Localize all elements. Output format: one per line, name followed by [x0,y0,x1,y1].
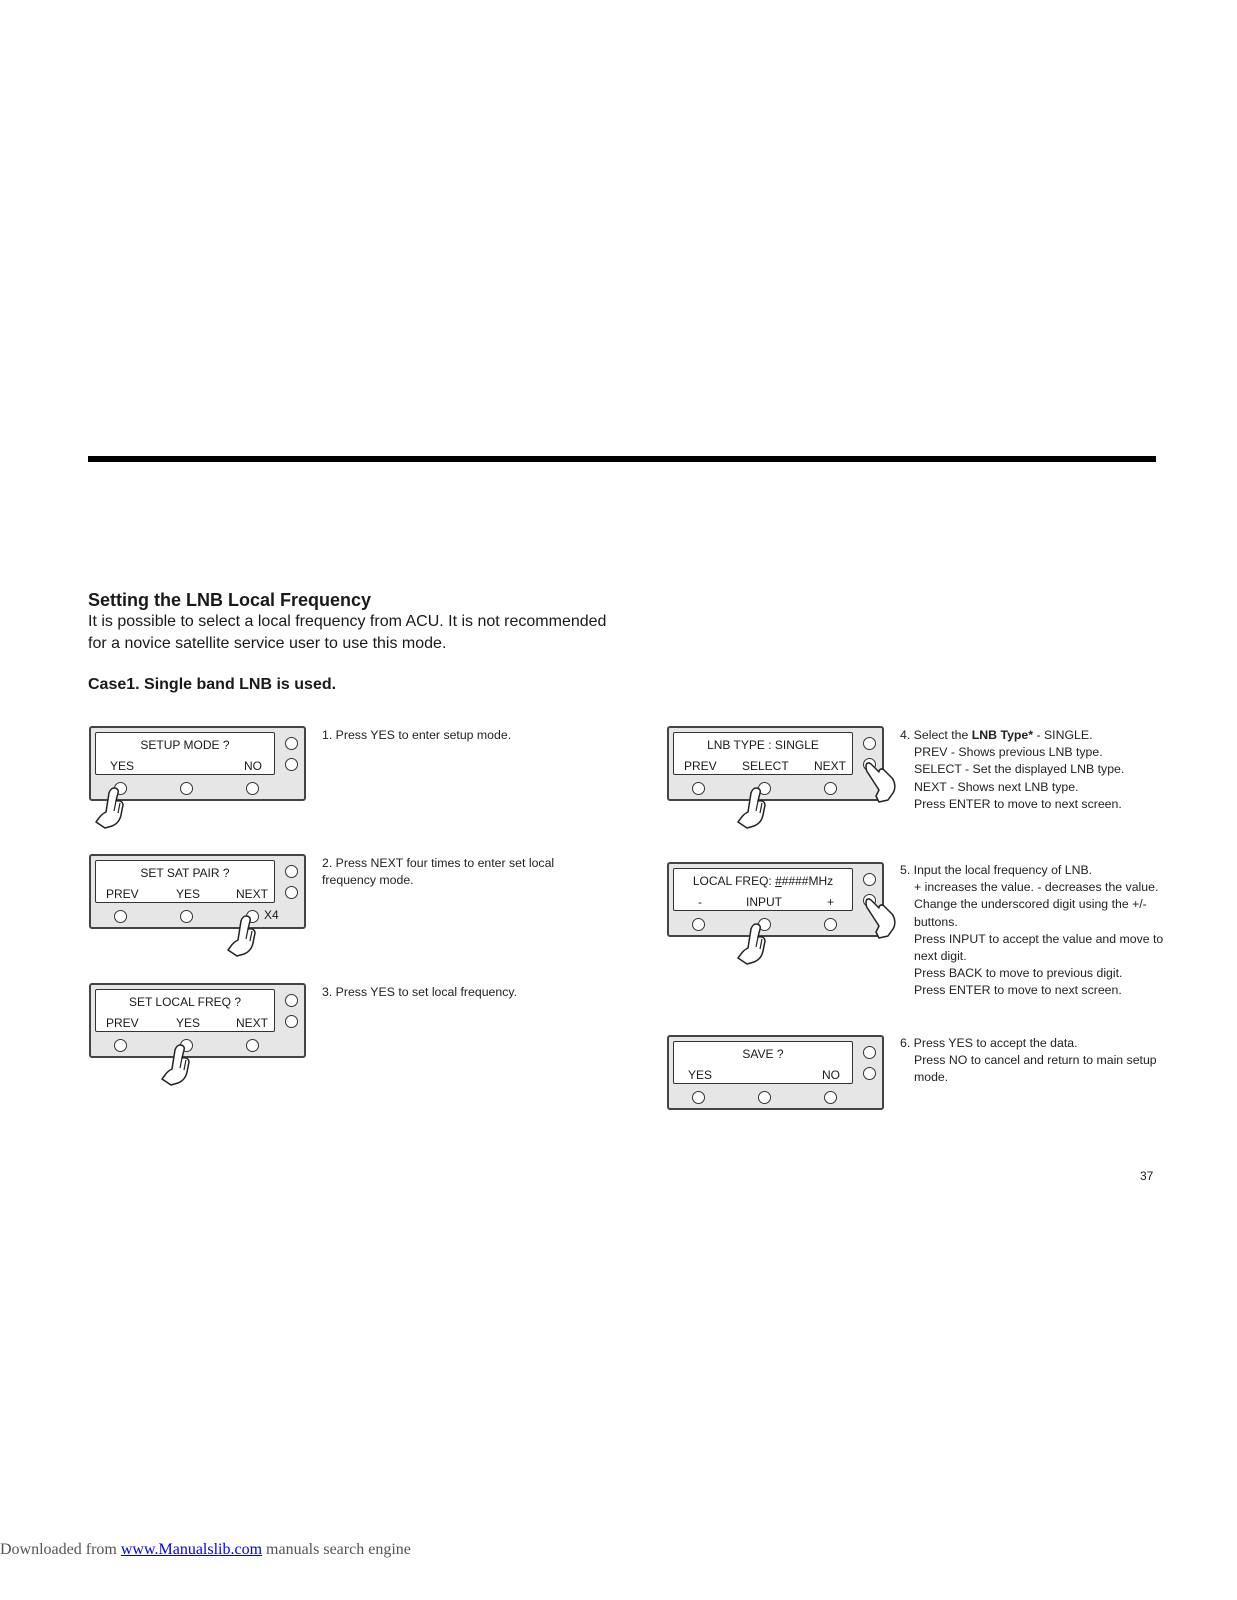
acu-panel-local-freq [667,862,884,937]
underscored-digit: # [775,874,782,888]
step-line: 5. Input the local frequency of LNB. [900,863,1093,877]
softkey-label-left: PREV [106,887,139,901]
softkey-label-center: YES [176,887,201,901]
step-line: NEXT - Shows next LNB type. [914,779,1079,794]
step-line: next digit. [914,949,967,964]
softkey-left-button[interactable] [114,910,127,923]
step-line: 6. Press YES to accept the data. [900,1036,1078,1050]
step-line: + increases the value. - decreases the value. [914,880,1159,895]
step-line: 3. Press YES to set local frequency. [322,985,518,999]
side-button-up[interactable] [285,994,298,1007]
step-line: Press INPUT to accept the value and move to [914,931,1164,946]
step-6-text [900,1035,1157,1087]
footer-suffix: manuals search engine [262,1541,411,1558]
softkey-label-center: YES [176,1016,201,1030]
softkey-label-right: + [826,895,834,909]
step-line: Press ENTER to move to next screen. [914,796,1122,811]
step-line: Change the underscored digit using the +/- [914,897,1147,912]
press-count-badge: X4 [264,908,279,922]
softkey-center-button[interactable] [758,1091,771,1104]
softkey-label-right: NO [822,1068,840,1082]
side-button-up[interactable] [863,737,876,750]
section-rule [88,456,1156,462]
lcd-line1: SET LOCAL FREQ ? [128,995,242,1009]
softkey-center-button[interactable] [180,910,193,923]
lcd-display [95,732,275,775]
side-button-up[interactable] [863,1046,876,1059]
pressing-hand-side-icon [862,896,898,940]
lcd-line1: LNB TYPE : SINGLE [707,738,819,752]
side-button-down[interactable] [863,1067,876,1080]
softkey-left-button[interactable] [114,1039,127,1052]
step-5-text [900,862,1163,1000]
pressing-hand-icon [734,921,770,965]
step-3-text [322,984,517,1001]
step-line [900,727,1124,744]
section-title: Setting the LNB Local Frequency [88,590,372,610]
case-heading: Case1. Single band LNB is used. [88,676,337,693]
softkey-label-left: PREV [684,759,717,773]
step-line: SELECT - Set the displayed LNB type. [914,762,1125,777]
side-button-down[interactable] [285,758,298,771]
softkey-right-button[interactable] [824,782,837,795]
intro-text [88,611,608,655]
lcd-display [673,868,853,911]
softkey-center-button[interactable] [180,782,193,795]
softkey-label-center: SELECT [742,759,789,773]
step-1-text [322,727,511,744]
pressing-hand-icon [734,785,770,829]
step-line: Press NO to cancel and return to main setup [914,1053,1157,1068]
manualslib-link[interactable]: www.Manualslib.com [120,1541,263,1558]
intro-line: It is possible to select a local frequency from ACU. It is not recommended [88,613,607,630]
lcd-line1-suffix: ####MHz [781,874,834,888]
lcd-line1: SETUP MODE ? [140,738,230,752]
softkey-label-left: YES [688,1068,713,1082]
lcd-line1: SAVE ? [742,1047,784,1061]
lcd-line1 [674,874,852,888]
step-line: 2. Press NEXT four times to enter set local [322,856,555,870]
softkey-label-right: NEXT [235,1016,268,1030]
page-number: 37 [1140,1169,1154,1183]
lcd-display [95,989,275,1032]
footer-prefix: Downloaded from [0,1541,121,1558]
side-button-up[interactable] [863,873,876,886]
intro-line: for a novice satellite service user to use this mode. [88,635,447,652]
step-line: buttons. [914,914,958,929]
step-line: PREV - Shows previous LNB type. [914,745,1103,760]
step-line: frequency mode. [322,873,414,888]
softkey-right-button[interactable] [246,782,259,795]
step-line: Press ENTER to move to next screen. [914,983,1122,998]
acu-panel-set-local-freq [89,983,306,1058]
softkey-left-button[interactable] [692,782,705,795]
lcd-display [673,1041,853,1084]
step-2-text [322,855,554,889]
pressing-hand-icon [224,913,260,957]
softkey-label-left: - [698,895,702,909]
pressing-hand-icon [92,785,128,829]
softkey-label-left: YES [110,759,135,773]
lcd-display [95,860,275,903]
pressing-hand-icon [158,1042,194,1086]
side-button-down[interactable] [285,886,298,899]
softkey-left-button[interactable] [692,918,705,931]
softkey-label-right: NEXT [235,887,268,901]
lcd-line1: SET SAT PAIR ? [140,866,230,880]
acu-panel-lnb-type [667,726,884,801]
side-button-up[interactable] [285,737,298,750]
acu-panel-save [667,1035,884,1110]
softkey-right-button[interactable] [246,1039,259,1052]
download-footer [0,1541,411,1559]
step-line: 1. Press YES to enter setup mode. [322,728,512,742]
softkey-label-center: INPUT [746,895,782,909]
softkey-label-right: NO [244,759,262,773]
softkey-label-left: PREV [106,1016,139,1030]
pressing-hand-side-icon [862,760,898,804]
step-4-suffix: - SINGLE. [1033,728,1093,742]
softkey-right-button[interactable] [824,1091,837,1104]
step-4-text [900,727,1124,813]
softkey-left-button[interactable] [692,1091,705,1104]
softkey-right-button[interactable] [824,918,837,931]
step-4-prefix: 4. Select the [900,728,972,742]
lcd-line1-prefix: LOCAL FREQ: [692,874,776,888]
step-line: Press BACK to move to previous digit. [914,966,1123,981]
lnb-type-term: LNB Type* [971,728,1034,742]
side-button-up[interactable] [285,865,298,878]
lcd-display [673,732,853,775]
step-line: mode. [914,1070,949,1085]
softkey-label-right: NEXT [813,759,846,773]
side-button-down[interactable] [285,1015,298,1028]
